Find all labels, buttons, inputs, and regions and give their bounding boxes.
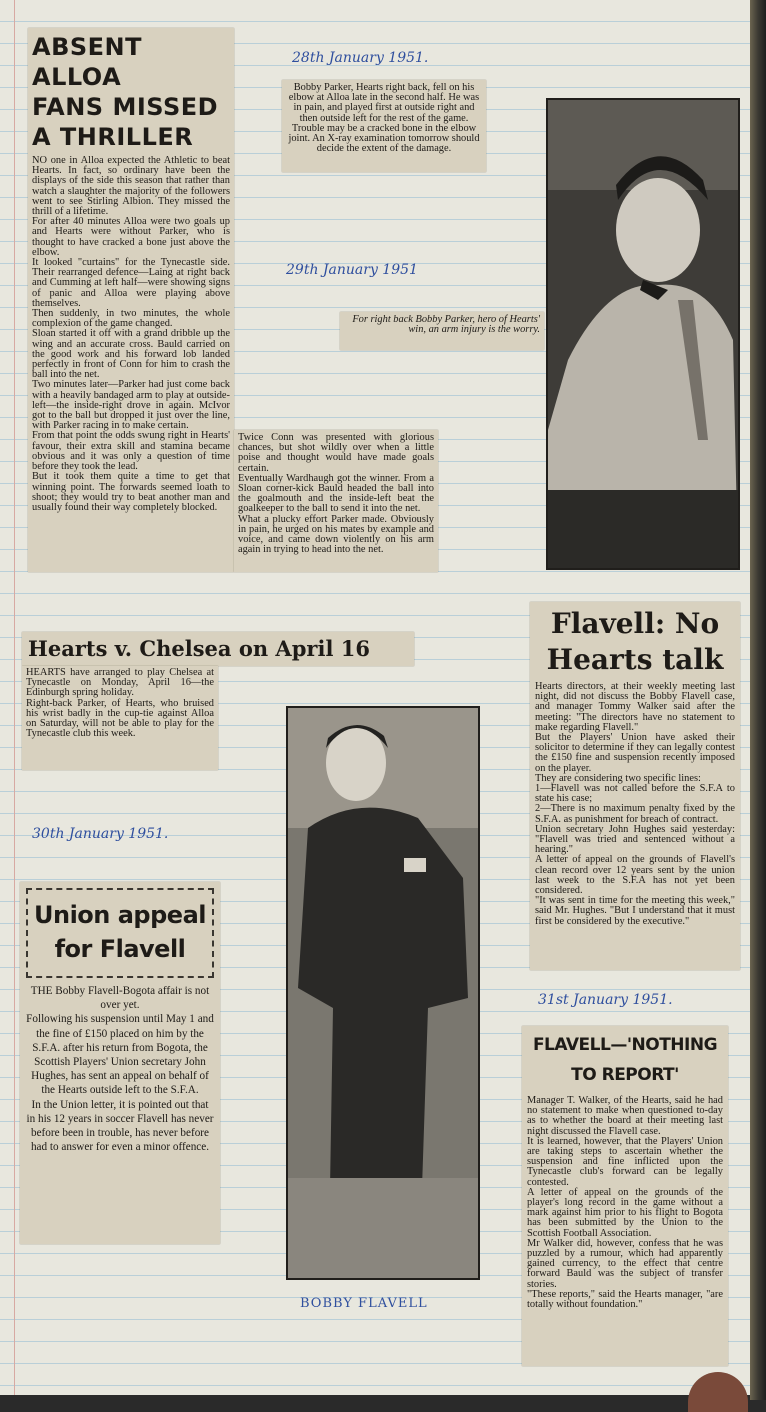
alloa-headline: ABSENT ALLOA FANS MISSED A THRILLER bbox=[32, 33, 219, 151]
margin-line bbox=[14, 0, 15, 1395]
clipping-parker-injury: Bobby Parker, Hearts right back, fell on his elbow at Alloa late in the second half. He was in pain, and played first at outside right and then outside left for the rest of the game. Trouble may be a cracked bone in the elbow joint. An X-ray examination tomorrow should decide the extent of the damage. bbox=[282, 80, 486, 172]
book-spine-edge bbox=[750, 0, 766, 1400]
chelsea-headline: Hearts v. Chelsea on April 16 bbox=[28, 636, 370, 661]
date-31-jan: 31st January 1951. bbox=[538, 992, 673, 1008]
no-talk-body: Hearts directors, at their weekly meeting last night, did not discuss the Bobby Flavell case, and manager Tommy Walker said after the meeting: "The directors have no statement to make regarding Flavell." But the Players' Union have asked their solicitor to determine if they can legally contest the £150 fine and suspension recently imposed on the player. They are considering two specific lines: 1—Flavell was not called before the S.F.A to state his case; 2—There is no maximum penalty fixed by the S.F.A. as punishment for breach of contract. Union secretary John Hughes said yesterday: "Flavell was tried and sentenced without a hearing." A letter of appeal on the grounds of Flavell's clean record over 12 years sent by the union last week to the S.F.A has not yet been considered. "It was sent in time for the meeting this week," said Mr. Hughes. "But I understand that it must first be considered by the executive." bbox=[535, 681, 735, 927]
photo-bobby-parker bbox=[546, 98, 740, 570]
date-29-jan: 29th January 1951 bbox=[286, 262, 418, 278]
no-talk-headline: Flavell: No Hearts talk bbox=[546, 607, 724, 676]
union-headline-box: Union appeal for Flavell bbox=[26, 888, 214, 978]
photo-caption-flavell: BOBBY FLAVELL bbox=[300, 1296, 428, 1311]
alloa-body: NO one in Alloa expected the Athletic to beat Hearts. In fact, so ordinary have been the displays of the side this season that rather than watch a slaughter the majority of the followers went to see Stirling Albion. They missed the thrill of a lifetime. For after 40 minutes Alloa were two goals up and Hearts were without Parker, who is thought to have cracked a bone just above the elbow. It looked "curtains" for the Tynecastle side. Their rearranged defence—Laing at right back and Cumming at left half—were showing signs of panic and Alloa were playing above themselves. Then suddenly, in two minutes, the whole complexion of the game changed. Sloan started it off with a grand dribble up the wing and an accurate cross. Bauld carried on the good work and his forward lob landed perfectly in front of Conn for him to crash the ball into the net. Two minutes later—Parker had just come back with a heavily bandaged arm to play at outside-left—the inside-right drove in again. McIvor got to the ball but dropped it just over the line, with Parker racing in to make certain. From that point the odds swung right in Hearts' favour, their extra skill and stamina became obvious and it was only a question of time before they took the lead. But it took them quite a time to get that winning point. The forwards seemed loath to shoot; they would try to beat another man and usually found their way completely blocked. bbox=[32, 155, 230, 513]
date-28-jan: 28th January 1951. bbox=[292, 50, 429, 66]
clipping-hearts-chelsea-body: HEARTS have arranged to play Chelsea at Tynecastle on Monday, April 16—the Edinburgh spring holiday. Right-back Parker, of Hearts, who bruised his wrist badly in the cup-tie against Alloa on Saturday, will not be able to play for the Tynecastle club this week. bbox=[22, 666, 218, 770]
portrait-figure bbox=[548, 100, 738, 568]
clipping-alloa-thriller bbox=[28, 28, 234, 572]
union-body: THE Bobby Flavell-Bogota affair is not over yet. Following his suspension until May 1 and the fine of £150 placed on him by the S.F.A. after his return from Bogota, the Scottish Players' Union secretary John Hughes, has sent an appeal on behalf of the Hearts outside left to the S.F.A. In the Union letter, it is pointed out that in his 12 years in soccer Flavell has never before been in trouble, has never before had to answer for even a minor offence. bbox=[26, 985, 214, 1154]
clipping-hearts-chelsea bbox=[22, 632, 414, 666]
photo-bobby-flavell bbox=[286, 706, 480, 1280]
flavell-figure bbox=[288, 708, 478, 1278]
date-30-jan: 30th January 1951. bbox=[32, 826, 169, 842]
nothing-headline: FLAVELL—'NOTHING TO REPORT' bbox=[532, 1035, 718, 1085]
clipping-flavell-no-talk bbox=[530, 602, 740, 970]
photo-caption-parker: For right back Bobby Parker, hero of Hearts' win, an arm injury is the worry. bbox=[340, 312, 544, 350]
clipping-union-appeal bbox=[20, 882, 220, 1244]
clipping-alloa-continued: Twice Conn was presented with glorious chances, but shot wildly over when a little poise and thought would have made goals certain. Eventually Wardhaugh got the winner. From a Sloan corner-kick Bauld headed the ball into the goalmouth and the inside-left beat the goalkeeper to the ball to send it into the net. What a plucky effort Parker made. Obviously in pain, he urged on his mates by example and voice, and came down violently on his arm again in trying to head into the net. bbox=[234, 430, 438, 572]
nothing-body: Manager T. Walker, of the Hearts, said he had no statement to make when questioned to-day as to whether the board at their meeting last night discussed the Flavell case. It is learned, however, that the Players' Union are taking steps to ascertain whether the suspension and fine inflicted upon the Tynecastle club's forward can be legally contested. A letter of appeal on the grounds of the player's long record in the game without a mark against him prior to his flight to Bogota has been submitted by the Union to the Scottish Football Association. Mr Walker did, however, confess that he was puzzled by a rumour, which had apparently gained currency, to the effect that centre forward Bauld was the subject of transfer stories. "These reports," said the Hearts manager, "are totally without foundation." bbox=[527, 1095, 723, 1311]
clipping-nothing-to-report bbox=[522, 1026, 728, 1366]
